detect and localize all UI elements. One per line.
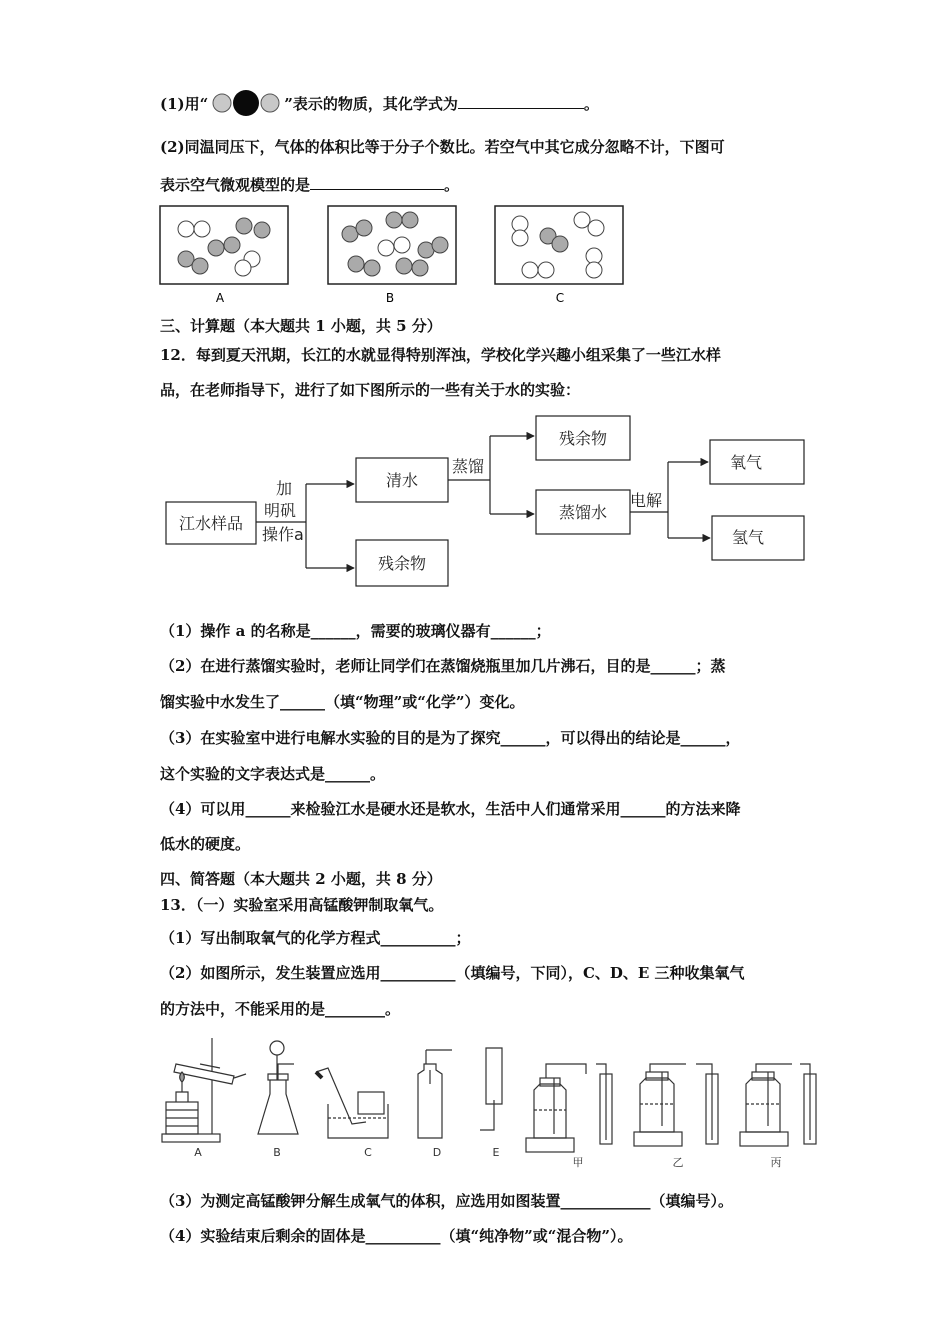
- flow-electrolysis-label: 电解: [630, 491, 663, 510]
- apparatus-c: [316, 1068, 388, 1138]
- answer-blank[interactable]: [458, 94, 584, 109]
- answer-blank[interactable]: [310, 175, 444, 190]
- q12-sub4-line2: 低水的硬度。: [160, 835, 251, 853]
- flow-sample-text: 江水样品: [178, 514, 244, 533]
- q1-part2-end: 。: [444, 176, 460, 194]
- flow-hydrogen-text: 氢气: [731, 528, 765, 547]
- apparatus-d: [418, 1050, 452, 1138]
- q12-line2: 品，在老师指导下，进行了如下图所示的一些有关于水的实验：: [160, 381, 581, 399]
- apparatus-label-a: A: [194, 1146, 202, 1159]
- section3-heading: 三、计算题（本大题共 1 小题，共 5 分）: [160, 317, 442, 335]
- q12-sub3-line1: （3）在实验室中进行电解水实验的目的是为了探究______，可以得出的结论是______，: [160, 729, 741, 747]
- q12-sub2-line1: （2）在进行蒸馏实验时，老师让同学们在蒸馏烧瓶里加几片沸石，目的是______；蒸: [160, 657, 726, 675]
- q1-part1-suffix: ”表示的物质，其化学式为: [284, 95, 458, 113]
- q1-part1-prefix: (1)用“: [160, 95, 209, 113]
- q13-sub4: （4）实验结束后剩余的固体是__________（填“纯净物”或“混合物”）。: [160, 1227, 633, 1245]
- q1-part1-end: 。: [583, 95, 599, 113]
- q12-sub3-line2: 这个实验的文字表达式是______。: [160, 765, 386, 783]
- q12-sub2-line2: 馏实验中水发生了______（填“物理”或“化学”）变化。: [160, 693, 525, 711]
- q1-part2-text: 表示空气微观模型的是: [160, 176, 311, 194]
- molecule-icon: [208, 90, 284, 116]
- apparatus-b: [258, 1041, 298, 1134]
- apparatus-label-jia: 甲: [572, 1156, 584, 1169]
- air-model-figure: [158, 204, 638, 304]
- q13-sub3: （3）为测定高锰酸钾分解生成氧气的体积，应选用如图装置____________（填编号）。: [160, 1192, 733, 1210]
- flow-distilled-water-text: 蒸馏水: [558, 503, 608, 522]
- q1-part2-line1: (2)同温同压下，气体的体积比等于分子个数比。若空气中其它成分忽略不计，下图可: [160, 138, 725, 156]
- apparatus-jia: [526, 1064, 612, 1152]
- q13-line: 13．（一）实验室采用高锰酸钾制取氧气。: [160, 896, 444, 914]
- q13-sub2-line2: 的方法中，不能采用的是________。: [160, 1000, 401, 1018]
- model-label-a: A: [215, 291, 225, 304]
- model-label-c: C: [555, 291, 565, 304]
- apparatus-yi: [634, 1064, 718, 1146]
- apparatus-label-bing: 丙: [770, 1156, 782, 1169]
- q1-part1-line: [160, 90, 599, 116]
- apparatus-bing: [740, 1064, 816, 1146]
- apparatus-label-e: E: [492, 1146, 500, 1159]
- flow-clear-water-text: 清水: [385, 471, 419, 490]
- apparatus-label-yi: 乙: [672, 1156, 684, 1169]
- flow-residue-1-text: 残余物: [377, 554, 427, 573]
- apparatus-e: [480, 1048, 502, 1130]
- q13-sub2-line1: （2）如图所示，发生装置应选用__________（填编号，下同），C、D、E 三种收集氧气: [160, 964, 745, 982]
- q12-sub4-line1: （4）可以用______来检验江水是硬水还是软水，生活中人们通常采用______的方法来降: [160, 800, 741, 818]
- section4-heading: 四、简答题（本大题共 2 小题，共 8 分）: [160, 870, 442, 888]
- q13-sub1: （1）写出制取氧气的化学方程式__________；: [160, 929, 471, 947]
- apparatus-label-d: D: [432, 1146, 442, 1159]
- flow-residue-2-text: 残余物: [558, 429, 608, 448]
- water-flow-diagram: [160, 412, 820, 592]
- apparatus-label-c: C: [364, 1146, 372, 1159]
- flow-op-label: 操作a: [262, 525, 304, 544]
- flow-add-label-1: 加: [276, 479, 293, 498]
- flow-distill-label: 蒸馏: [452, 457, 485, 476]
- q1-part2-line2: [160, 175, 459, 195]
- model-label-b: B: [385, 291, 395, 304]
- flow-add-label-2: 明矾: [264, 501, 297, 520]
- apparatus-label-b: B: [273, 1146, 281, 1159]
- apparatus-figure: [156, 1034, 836, 1174]
- flow-oxygen-text: 氧气: [729, 453, 763, 472]
- q12-sub1: （1）操作 a 的名称是______，需要的玻璃仪器有______；: [160, 622, 551, 640]
- q12-line1: 12．每到夏天汛期，长江的水就显得特别浑浊，学校化学兴趣小组采集了一些江水样: [160, 346, 721, 364]
- apparatus-a: [162, 1038, 246, 1142]
